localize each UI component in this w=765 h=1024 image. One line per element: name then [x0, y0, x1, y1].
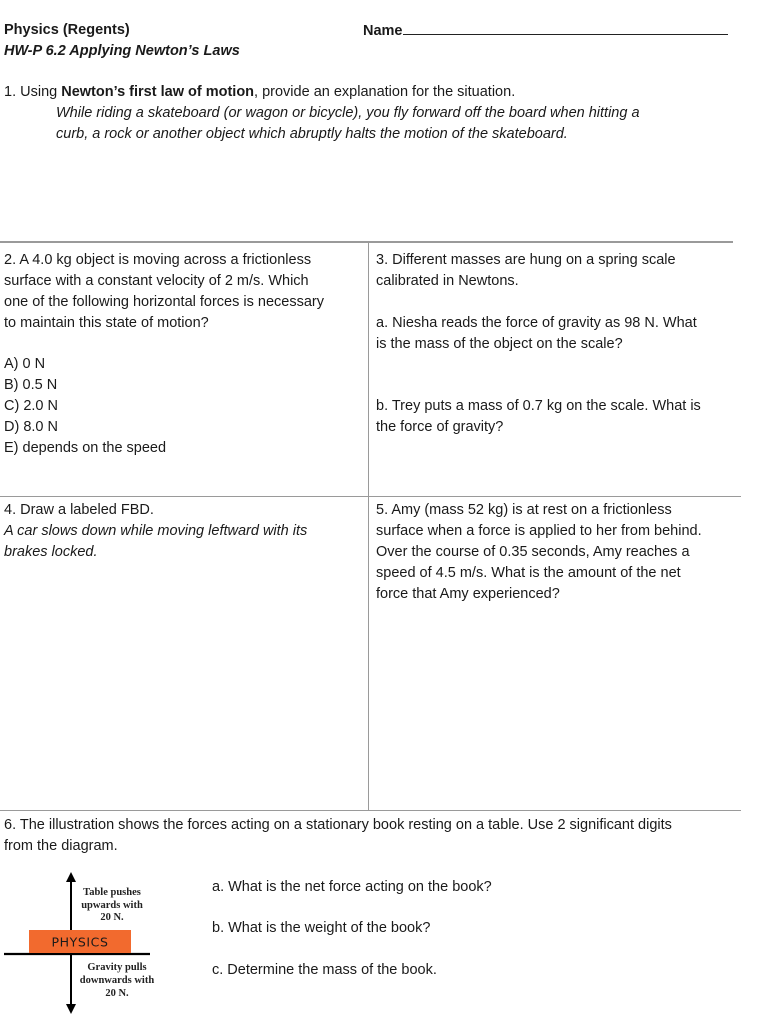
q6-line: 6. The illustration shows the forces acting on a stationary book resting on a table. Use 2 significant digits: [4, 817, 672, 833]
q6-prompt: [4, 815, 672, 857]
q6-part-b: b. What is the weight of the book?: [212, 920, 431, 936]
q4-title: 4. Draw a labeled FBD.: [4, 502, 154, 518]
q1-scenario-line1: While riding a skateboard (or wagon or bicycle), you fly forward off the board when hitting a: [56, 105, 640, 121]
course-title: Physics (Regents): [4, 22, 130, 38]
q1-scenario-line2: curb, a rock or another object which abruptly halts the motion of the skateboard.: [56, 126, 568, 142]
q2-option-e: E) depends on the speed: [4, 440, 167, 456]
q4-block: [4, 500, 307, 563]
q3-part-a: [376, 313, 697, 355]
q4-scenario-line: A car slows down while moving leftward with its: [4, 523, 308, 539]
up-label-line: upwards with: [81, 900, 143, 911]
q2-line: 2. A 4.0 kg object is moving across a frictionless: [4, 252, 312, 268]
q2-line: surface with a constant velocity of 2 m/s. Which: [4, 273, 309, 289]
q5-line: 5. Amy (mass 52 kg) is at rest on a frictionless: [376, 502, 672, 518]
force-diagram: [0, 868, 205, 1022]
q3-intro: [376, 250, 676, 292]
grid-line-bottom: [0, 810, 741, 811]
q1-prompt: [4, 82, 515, 103]
q3b-line: the force of gravity?: [376, 419, 504, 435]
q6-line: from the diagram.: [4, 838, 118, 854]
name-blank-line[interactable]: [403, 20, 728, 35]
q4-scenario-line: brakes locked.: [4, 544, 98, 560]
q6-part-c: c. Determine the mass of the book.: [212, 962, 437, 978]
q3a-line: a. Niesha reads the force of gravity as 98 N. What: [376, 315, 697, 331]
name-field[interactable]: [363, 20, 728, 42]
up-label-line: Table pushes: [83, 887, 141, 898]
q2-option-c: C) 2.0 N: [4, 398, 58, 414]
q2-prompt: [4, 250, 324, 334]
q1-bold-term: Newton’s first law of motion: [61, 84, 255, 100]
down-label-line: downwards with: [79, 975, 155, 986]
q2-option-b: B) 0.5 N: [4, 377, 58, 393]
q2-line: to maintain this state of motion?: [4, 315, 209, 331]
q2-option-d: D) 8.0 N: [4, 419, 58, 435]
q1-lead: 1. Using: [4, 84, 62, 100]
q5-block: [376, 500, 702, 605]
q5-line: surface when a force is applied to her from behind.: [376, 523, 702, 539]
assignment-title: HW-P 6.2 Applying Newton’s Laws: [4, 43, 240, 59]
grid-line-middle: [0, 496, 741, 497]
grid-line-vertical: [368, 242, 369, 810]
name-label: Name: [363, 23, 403, 39]
q5-line: force that Amy experienced?: [376, 586, 560, 602]
up-label-line: 20 N.: [100, 912, 124, 923]
grid-line-top: [0, 241, 733, 243]
upward-arrowhead-icon: [66, 872, 76, 882]
q1-tail: , provide an explanation for the situation.: [254, 84, 516, 100]
q2-line: one of the following horizontal forces is necessary: [4, 294, 324, 310]
q3-line: calibrated in Newtons.: [376, 273, 519, 289]
book-label: PHYSICS: [51, 934, 109, 950]
down-label-line: Gravity pulls: [87, 962, 147, 973]
q2-options: [4, 354, 166, 459]
downward-arrowhead-icon: [66, 1004, 76, 1014]
q3a-line: is the mass of the object on the scale?: [376, 336, 623, 352]
q3b-line: b. Trey puts a mass of 0.7 kg on the scale. What is: [376, 398, 701, 414]
q5-line: speed of 4.5 m/s. What is the amount of the net: [376, 565, 681, 581]
q2-option-a: A) 0 N: [4, 356, 46, 372]
q3-part-b: [376, 396, 701, 438]
q6-part-a: a. What is the net force acting on the book?: [212, 879, 492, 895]
q5-line: Over the course of 0.35 seconds, Amy reaches a: [376, 544, 690, 560]
q3-line: 3. Different masses are hung on a spring scale: [376, 252, 676, 268]
down-label-line: 20 N.: [105, 988, 129, 999]
